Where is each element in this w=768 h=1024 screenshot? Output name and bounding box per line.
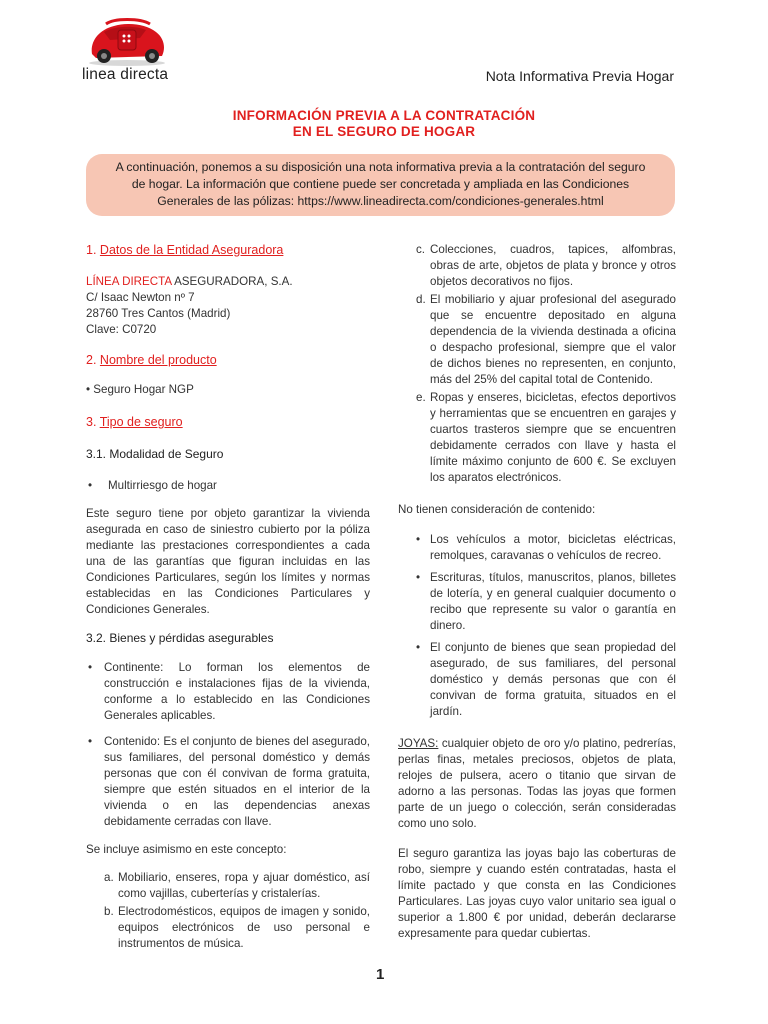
page-title [0, 108, 768, 140]
logo-text: linea directa [82, 66, 169, 83]
address-line: C/ Isaac Newton nº 7 [86, 291, 195, 304]
list-item: • Continente: Lo forman los elementos de construcción e instalaciones fijas de la vivienda, conforme a lo establecido en las Condiciones Generales aplicables. [88, 661, 370, 722]
section-heading-2 [86, 352, 370, 368]
subsection-heading: 3.2. Bienes y pérdidas asegurables [86, 631, 274, 645]
list-item-text: Ropas y enseres, bicicletas, efectos deportivos y herramientas que se encuentren en garajes y cuartos trasteros siempre que se encuentren debidamente cerrados con llave y hasta el límite máximo conjunto de 600 €. Se excluyen los aparatos electrónicos. [430, 391, 676, 484]
list-item-text: Multirriesgo de hogar [108, 479, 217, 492]
list-item: • Los vehículos a motor, bicicletas eléctricas, remolques, caravanas o vehículos de recreo. [416, 533, 676, 562]
product-item: • Seguro Hogar NGP [86, 383, 194, 396]
list-marker: a. [104, 871, 114, 884]
list-item-text: Contenido: Es el conjunto de bienes del asegurado, sus familiares, del personal doméstico y demás personas que con él convivan de forma gratuita, siempre que estén situados en el interior de la vivienda o en las dependencias anexas debidamente cerradas con llave. [104, 735, 370, 828]
section-title: Nombre del producto [99, 353, 217, 367]
page-number: 1 [376, 966, 385, 983]
company-name-rest: ASEGURADORA, S.A. [171, 275, 293, 288]
page-title-line: INFORMACIÓN PREVIA A LA CONTRATACIÓN [232, 108, 536, 123]
list-item [398, 242, 676, 290]
red-telephone-car-logo-icon [84, 18, 170, 66]
joyas-text: cualquier objeto de oro y/o platino, pedrerías, perlas finas, metales preciosos, objetos de plata, relojes de pulsera, acero o titanio que sirvan de adorno a las personas. Todas las joyas que formen parte de un juego o colección, serán consideradas como uno solo. [398, 737, 676, 830]
company-name-brand: LÍNEA DIRECTA [86, 275, 172, 288]
list-item-text: El mobiliario y ajuar profesional del asegurado que se encuentre depositado en alguna dependencia de la vivienda destinada a oficina o despacho profesional, siempre que el valor de dichos bienes no representen, en conjunto, más del 25% del capital total de Contenido. [430, 293, 676, 386]
list-item: • Contenido: Es el conjunto de bienes del asegurado, sus familiares, del personal doméstico y demás personas que con él convivan de forma gratuita, siempre que estén situados en el interior de la vivienda o en las dependencias anexas debidamente cerradas con llave. [88, 735, 370, 828]
section-number: 2. [86, 353, 97, 367]
paragraph: Se incluye asimismo en este concepto: [86, 843, 287, 856]
intro-line: Generales de las pólizas: https://www.lineadirecta.com/condiciones-generales.html [157, 194, 604, 208]
list-item: • Escrituras, títulos, manuscritos, planos, billetes de lotería, y en general cualquier documento o recibo que represente su valor o garantía en dinero. [416, 571, 676, 632]
right-column [398, 242, 676, 942]
list-item-text: Mobiliario, enseres, ropa y ajuar doméstico, así como vajillas, cuberterías y cristalerías. [118, 871, 370, 900]
list-marker: d. [416, 293, 426, 306]
intro-line: A continuación, ponemos a su disposición una nota informativa previa a la contratación del seguro [115, 160, 646, 174]
paragraph: Este seguro tiene por objeto garantizar la vivienda asegurada en caso de siniestro cubierto por la póliza mediante las prestaciones correspondientes a cada una de las garantías que figuran incluidas en las Condiciones Particulares, según los límites y normas establecidas en las Condiciones Particulares y Condiciones Generales. [86, 507, 370, 616]
subsection-heading: 3.1. Modalidad de Seguro [86, 447, 224, 461]
list-item [398, 390, 676, 486]
left-column [86, 242, 370, 952]
section-number: 1. [86, 243, 97, 257]
page-title-line: EN EL SEGURO DE HOGAR [292, 124, 476, 139]
intro-box [86, 154, 675, 216]
section-title: Datos de la Entidad Aseguradora [99, 243, 284, 257]
paragraph: No tienen consideración de contenido: [398, 503, 596, 516]
list-item-text: Escrituras, títulos, manuscritos, planos, billetes de lotería, y en general cualquier documento o recibo que represente su valor o garantía en dinero. [430, 571, 676, 632]
list-item-text: Continente: Lo forman los elementos de construcción e instalaciones fijas de la vivienda, conforme a lo establecido en las Condiciones Generales aplicables. [104, 661, 370, 722]
list-item [86, 870, 370, 902]
intro-line: de hogar. La información que contiene puede ser concretada y ampliada en las Condiciones [131, 177, 630, 191]
list-item [398, 292, 676, 388]
list-marker: c. [416, 243, 426, 256]
list-item-text: El conjunto de bienes que sean propiedad del asegurado, de sus familiares, del personal doméstico y demás personas que con él convivan de forma gratuita, situados en el jardín. [430, 641, 676, 718]
joyas-label: JOYAS: [398, 737, 439, 750]
document-title: Nota Informativa Previa Hogar [485, 68, 674, 84]
list-item-text: Los vehículos a motor, bicicletas eléctricas, remolques, caravanas o vehículos de recreo. [430, 533, 676, 562]
list-item-text: Electrodomésticos, equipos de imagen y sonido, equipos electrónicos de uso personal e instrumentos de música. [118, 905, 370, 950]
section-number: 3. [86, 415, 97, 429]
code-line: Clave: C0720 [86, 323, 157, 336]
section-heading-3 [86, 414, 370, 430]
section-title: Tipo de seguro [99, 415, 183, 429]
company-block [86, 274, 370, 338]
list-item: • Multirriesgo de hogar [88, 479, 217, 492]
list-item: • El conjunto de bienes que sean propiedad del asegurado, de sus familiares, del personal doméstico y demás personas que con él convivan de forma gratuita, situados en el jardín. [416, 641, 676, 718]
list-item [86, 904, 370, 952]
brand-logo [82, 18, 174, 86]
paragraph: El seguro garantiza las joyas bajo las coberturas de robo, siempre y cuando estén contratadas, hasta el límite pactado y que consta en las Condiciones Particulares. Las joyas cuyo valor unitario sea igual o superior a 1.800 € por unidad, deberán declararse expresamente para quedar cubiertas. [398, 847, 676, 940]
list-marker: e. [416, 391, 426, 404]
list-item-text: Colecciones, cuadros, tapices, alfombras, obras de arte, objetos de plata y bronce y otros objetos decorativos no fijos. [430, 243, 676, 288]
list-marker: b. [104, 905, 114, 918]
company-name [86, 274, 370, 290]
section-heading-1 [86, 242, 370, 258]
paragraph-joyas [398, 736, 676, 832]
address-line: 28760 Tres Cantos (Madrid) [86, 307, 231, 320]
